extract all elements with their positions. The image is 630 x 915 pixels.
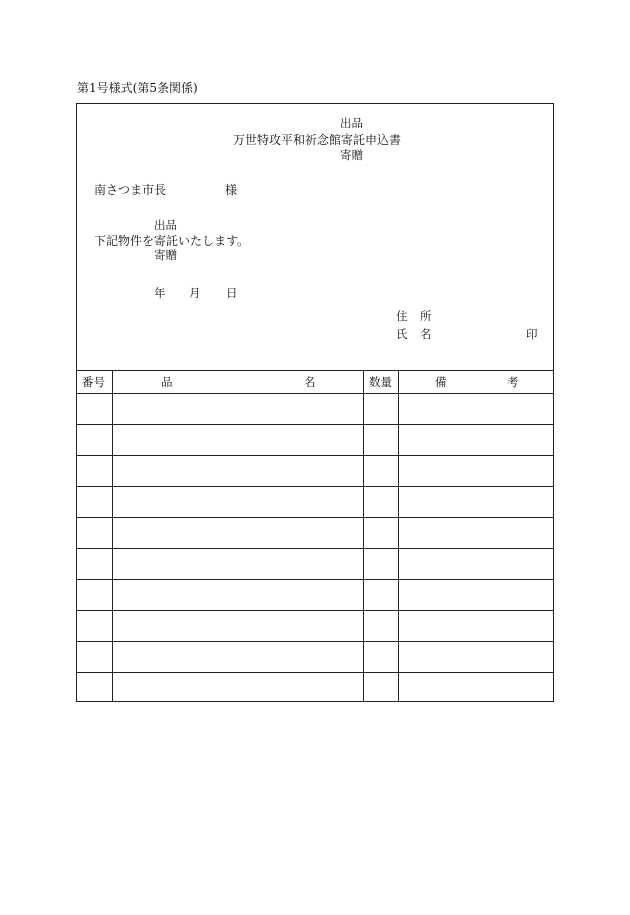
remarks-cell[interactable]	[399, 456, 552, 485]
quantity-cell[interactable]	[364, 642, 397, 671]
number-cell[interactable]	[78, 394, 111, 423]
title-option-exhibit: 出品	[340, 116, 363, 130]
seal-mark: 印	[526, 327, 538, 341]
number-cell[interactable]	[78, 456, 111, 485]
form-title: 万世特攻平和祈念館寄託申込書	[233, 133, 402, 147]
number-cell[interactable]	[78, 487, 111, 516]
item-name-cell[interactable]	[113, 518, 362, 547]
date-year-label: 年	[154, 286, 166, 300]
item-name-cell[interactable]	[113, 425, 362, 454]
remarks-cell[interactable]	[399, 642, 552, 671]
quantity-cell[interactable]	[364, 611, 397, 640]
title-option-donation: 寄贈	[340, 148, 363, 162]
header-remarks-1: 備	[435, 375, 447, 389]
item-name-cell[interactable]	[113, 580, 362, 609]
quantity-cell[interactable]	[364, 487, 397, 516]
remarks-cell[interactable]	[399, 580, 552, 609]
item-name-cell[interactable]	[113, 673, 362, 702]
address-label-1: 住	[396, 309, 408, 323]
address-label-2: 所	[420, 309, 432, 323]
number-cell[interactable]	[78, 642, 111, 671]
table-top-border	[77, 370, 553, 371]
statement-option-donation: 寄贈	[154, 248, 177, 262]
statement-suffix: いたします。	[178, 234, 250, 248]
quantity-cell[interactable]	[364, 580, 397, 609]
quantity-cell[interactable]	[364, 425, 397, 454]
addressee-honorific: 様	[225, 183, 238, 197]
item-name-cell[interactable]	[113, 642, 362, 671]
quantity-cell[interactable]	[364, 673, 397, 702]
quantity-cell[interactable]	[364, 394, 397, 423]
remarks-cell[interactable]	[399, 549, 552, 578]
remarks-cell[interactable]	[399, 487, 552, 516]
quantity-cell[interactable]	[364, 518, 397, 547]
date-day-label: 日	[226, 286, 238, 300]
number-cell[interactable]	[78, 673, 111, 702]
header-remarks-2: 考	[507, 375, 519, 389]
header-quantity: 数量	[369, 375, 392, 389]
number-cell[interactable]	[78, 549, 111, 578]
remarks-cell[interactable]	[399, 611, 552, 640]
item-name-cell[interactable]	[113, 549, 362, 578]
statement-prefix: 下記物件を	[94, 234, 155, 248]
header-item-2: 名	[304, 375, 316, 389]
quantity-cell[interactable]	[364, 456, 397, 485]
remarks-cell[interactable]	[399, 425, 552, 454]
number-cell[interactable]	[78, 518, 111, 547]
number-cell[interactable]	[78, 580, 111, 609]
name-label-2: 名	[420, 327, 432, 341]
number-cell[interactable]	[78, 611, 111, 640]
statement-option-deposit: 寄託	[154, 234, 179, 248]
item-name-cell[interactable]	[113, 611, 362, 640]
item-name-cell[interactable]	[113, 456, 362, 485]
item-name-cell[interactable]	[113, 394, 362, 423]
form-number-label: 第1号様式(第5条関係)	[77, 81, 198, 95]
header-number: 番号	[82, 375, 105, 389]
application-form	[76, 103, 554, 702]
quantity-cell[interactable]	[364, 549, 397, 578]
addressee-name: 南さつま市長	[94, 183, 167, 197]
remarks-cell[interactable]	[399, 518, 552, 547]
remarks-cell[interactable]	[399, 673, 552, 702]
name-label-1: 氏	[396, 327, 408, 341]
date-month-label: 月	[189, 286, 201, 300]
statement-option-exhibit: 出品	[154, 218, 177, 232]
remarks-cell[interactable]	[399, 394, 552, 423]
number-cell[interactable]	[78, 425, 111, 454]
item-name-cell[interactable]	[113, 487, 362, 516]
header-item-1: 品	[161, 375, 173, 389]
